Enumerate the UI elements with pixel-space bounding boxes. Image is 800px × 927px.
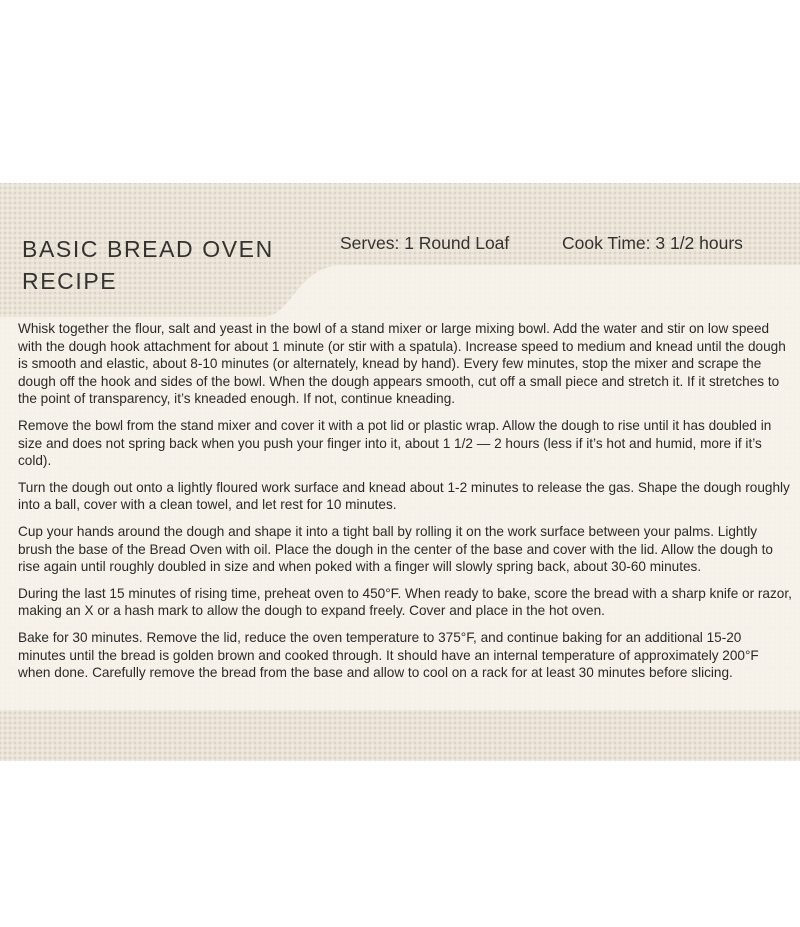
instruction-step: Cup your hands around the dough and shape it into a tight ball by rolling it on the work surface between your palms. Lightly brush the base of the Bread Oven with oil. Place the dough in the center of the base and cover with the lid. Allow the dough to rise again until roughly doubled in size and when poked with a finger will slowly spring back, about 30-60 minutes. [18, 523, 773, 575]
cook-time-info: Cook Time: 3 1/2 hours [562, 233, 743, 253]
instruction-step: Turn the dough out onto a lightly floured work surface and knead about 1-2 minutes to release the gas. Shape the dough roughly into a ball, cover with a clean towel, and let rest for 10 minutes. [18, 479, 790, 513]
recipe-title: BASIC BREAD OVEN RECIPE [22, 236, 274, 294]
serves-info: Serves: 1 Round Loaf [340, 233, 510, 253]
instruction-step: Bake for 30 minutes. Remove the lid, reduce the oven temperature to 375°F, and continue baking for an additional 15-20 minutes until the bread is golden brown and cooked through. It should have an internal temperature of approximately 200°F when done. Carefully remove the bread from the base and allow to cool on a rack for at least 30 minutes before slicing. [18, 629, 759, 681]
instruction-step: Whisk together the flour, salt and yeast in the bowl of a stand mixer or large mixing bowl. Add the water and stir on low speed with the dough hook attachment for about 1 minute (or stir with a spatula). Increase speed to medium and knead until the dough is smooth and elastic, about 8-10 minutes (or alternately, knead by hand). Every few minutes, stop the mixer and scrape the dough off the hook and sides of the bowl. When the dough appears smooth, cut off a small piece and stretch it. If it stretches to the point of transparency, it’s kneaded enough. If not, continue kneading. [18, 321, 786, 407]
instruction-step: Remove the bowl from the stand mixer and cover it with a pot lid or plastic wrap. Allow the dough to rise until it has doubled in size and does not spring back when you push your finger into it, about 1 1/2 — 2 hours (less if it’s hot and humid, more if it’s cold). [18, 417, 772, 469]
recipe-card [0, 183, 800, 761]
recipe-instructions [18, 320, 792, 691]
instruction-step: During the last 15 minutes of rising time, preheat oven to 450°F. When ready to bake, score the bread with a sharp knife or razor, making an X or a hash mark to allow the dough to expand freely. Cover and place in the hot oven. [18, 585, 792, 619]
